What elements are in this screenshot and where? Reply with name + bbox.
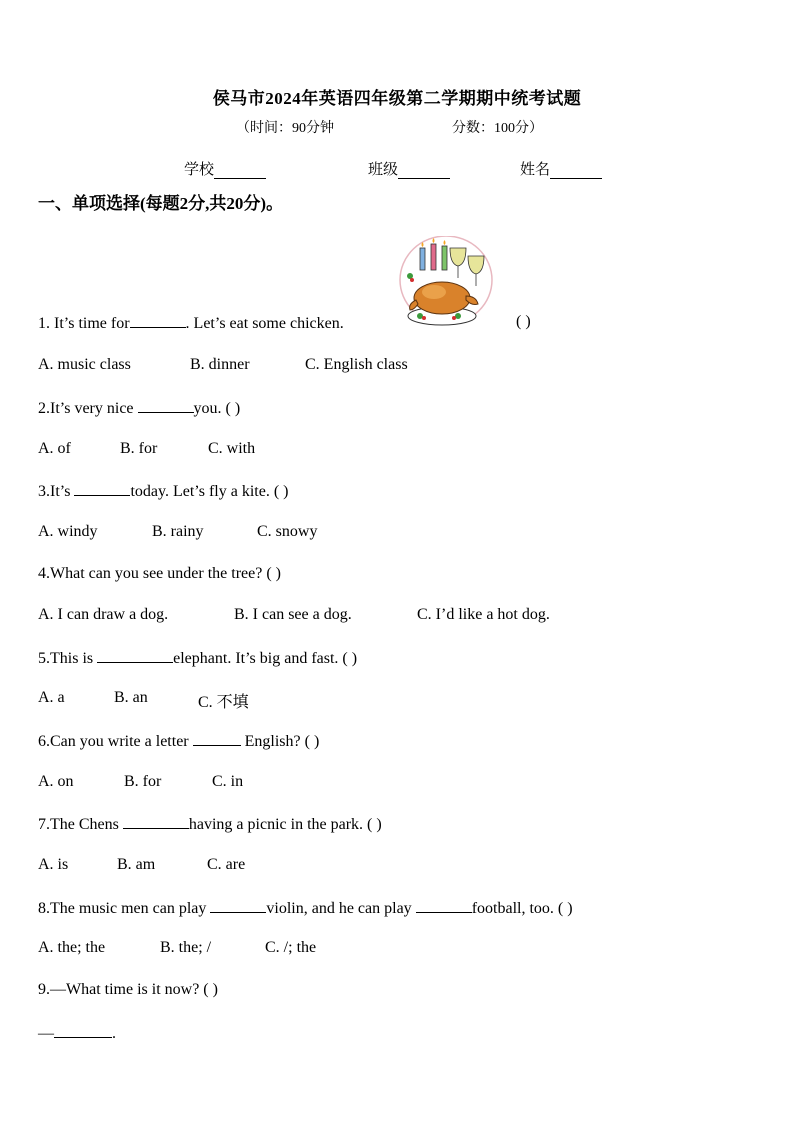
question-5-stem-start: 5.This is [38,650,94,667]
school-blank[interactable] [214,162,266,179]
class-field [368,158,450,179]
question-7 [38,814,382,834]
question-3-stem-start: 3.It’s [38,483,71,500]
question-4 [38,565,281,583]
question-4-option-a: A. I can draw a dog. [38,606,169,623]
question-5-option-b: B. an [114,689,148,706]
question-3 [38,481,288,501]
question-1-option-a: A. music class [38,356,131,373]
question-5 [38,648,357,668]
question-8-option-c: C. /; the [265,939,317,956]
page-title: 侯马市2024年英语四年级第二学期期中统考试题 [212,89,582,108]
question-1-option-b: B. dinner [190,356,250,373]
question-9-stem: 9.—What time is it now? ( ) [38,981,218,998]
question-1-stem-start: 1. It’s time for [38,315,130,332]
question-2-stem-start: 2.It’s very nice [38,400,134,417]
question-6-stem-end: English? ( ) [244,733,320,750]
question-7-option-c: C. are [207,856,246,873]
question-9-answer-line [38,1023,116,1043]
question-6-option-a: A. on [38,773,74,790]
exam-time: （时间：90分钟 [236,121,334,136]
roast-chicken-illustration [398,236,502,332]
section-heading: 一、单项选择(每题2分,共20分)。 [38,194,284,213]
question-5-stem-end: elephant. It’s big and fast. ( ) [173,650,358,667]
exam-score: 分数：100分） [452,121,543,136]
question-8-stem-middle: violin, and he can play [266,900,412,917]
question-3-option-b: B. rainy [152,523,204,540]
question-8-stem-end: football, too. ( ) [471,900,573,917]
question-2-blank[interactable] [138,398,194,413]
question-2-stem-end: you. ( ) [193,400,241,417]
question-6-stem-start: 6.Can you write a letter [38,733,189,750]
question-8 [38,898,573,918]
name-label: 姓名 [520,162,551,178]
question-7-option-a: A. is [38,856,69,873]
question-1-answer-paren[interactable]: ( ) [516,313,531,330]
question-7-stem-start: 7.The Chens [38,816,119,833]
question-6-option-b: B. for [124,773,162,790]
question-3-option-a: A. windy [38,523,98,540]
question-3-option-c: C. snowy [257,523,318,540]
class-blank[interactable] [398,162,450,179]
name-blank[interactable] [550,162,602,179]
question-8-option-a: A. the; the [38,939,106,956]
question-2 [38,398,240,418]
question-9-dash: — [38,1025,54,1042]
question-3-stem-end: today. Let’s fly a kite. ( ) [130,483,289,500]
question-9-period: . [112,1025,116,1042]
question-6 [38,731,319,751]
question-2-option-a: A. of [38,440,71,457]
question-6-option-c: C. in [212,773,244,790]
question-8-blank-2[interactable] [416,898,472,913]
question-1-option-c: C. English class [305,356,408,373]
question-5-blank[interactable] [97,648,173,663]
question-1 [38,313,344,333]
question-6-blank[interactable] [193,731,241,746]
school-label: 学校 [184,162,215,178]
question-7-stem-end: having a picnic in the park. ( ) [188,816,382,833]
class-label: 班级 [368,162,399,178]
question-2-option-b: B. for [120,440,158,457]
question-9-blank[interactable] [54,1023,112,1038]
name-field [520,158,602,179]
question-8-option-b: B. the; / [160,939,212,956]
question-9 [38,981,218,999]
question-7-option-b: B. am [117,856,156,873]
question-7-blank[interactable] [123,814,189,829]
question-4-stem: 4.What can you see under the tree? ( ) [38,565,281,582]
question-8-blank-1[interactable] [210,898,266,913]
question-4-option-b: B. I can see a dog. [234,606,352,623]
question-4-option-c: C. I’d like a hot dog. [417,606,550,623]
school-field [184,158,266,179]
question-5-option-a: A. a [38,689,65,706]
question-8-stem-start: 8.The music men can play [38,900,207,917]
question-2-option-c: C. with [208,440,256,457]
question-1-blank[interactable] [130,313,186,328]
question-3-blank[interactable] [74,481,130,496]
question-1-stem-end: . Let’s eat some chicken. [185,315,344,332]
question-5-option-c: C. 不填 [198,694,249,711]
